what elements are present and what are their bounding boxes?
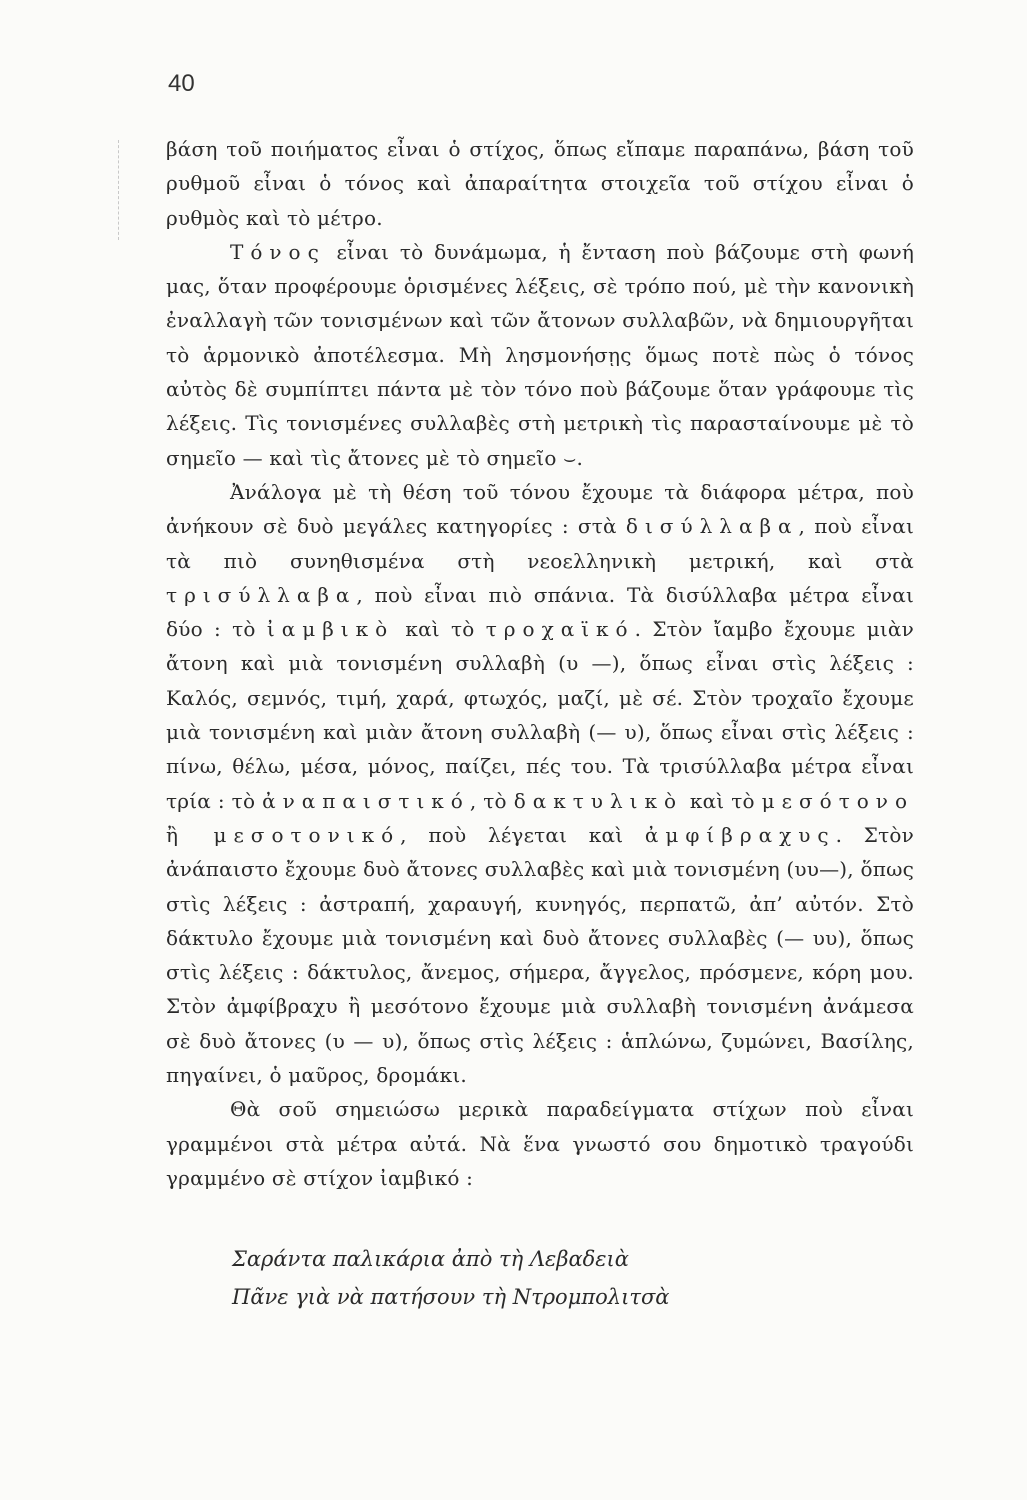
term-dactylic: δακτυλικὸ: [513, 788, 684, 813]
paragraph-2: [166, 235, 914, 475]
p3-text-f: , τὸ: [469, 788, 514, 813]
p3-text-e: . Στὸν ἴαμβο ἔχουμε μιὰν ἄτονη καὶ μιὰ τονισμένη συλλαβὴ (υ —), ὅπως εἶναι στὶς λέξεις : Καλός, σεμνός, τιμή, χαρά, φτωχός, μαζί, μὲ σέ. Στὸν τροχαῖο ἔχουμε μιὰ τονισμένη καὶ μιὰν ἄτονη συλλαβὴ (— υ), ὅπως εἶναι στὶς λέξεις : πίνω, θέλω, μέσα, μόνος, παίζει, πές του. Τὰ τρισύλλαβα μέτρα εἶναι τρία : τὸ: [166, 617, 914, 813]
scan-margin-mark: [118, 140, 120, 240]
term-tonos: Τόνος: [230, 239, 326, 264]
p3-text-c: , ποὺ εἶναι πιὸ σπάνια. Τὰ δισύλλαβα μέτρα εἶναι δύο : τὸ: [166, 582, 914, 642]
p3-text-h: , ποὺ λέγεται καὶ: [400, 822, 645, 847]
term-anapaestic: ἀναπαιστικό: [262, 788, 470, 813]
body-text: [166, 132, 914, 1195]
verse-line-1: Σαράντα παλικάρια ἀπὸ τὴ Λεβαδειὰ: [232, 1247, 629, 1271]
term-trisyllabic: τρισύλλαβα: [166, 582, 357, 607]
page-number: 40: [168, 70, 195, 97]
p3-text-b: , ποὺ εἶναι τὰ πιὸ συνηθισμένα στὴ νεοελληνικὴ μετρική, καὶ στὰ: [166, 514, 915, 573]
term-trochaic: τροχαϊκό: [485, 617, 635, 642]
paragraph-4: Θὰ σοῦ σημειώσω μερικὰ παραδείγματα στίχων ποὺ εἶναι γραμμένοι στὰ μέτρα αὐτά. Νὰ ἕνα γνωστό σου δημοτικὸ τραγούδι γραμμένο σὲ στίχον ἰαμβικό :: [166, 1097, 914, 1190]
term-amphibrach: ἀμφίβραχυς: [644, 822, 836, 847]
verse-line-2: Πᾶνε γιὰ νὰ πατήσουν τὴ Ντρομπολιτσὰ: [232, 1285, 670, 1309]
verse-example: [232, 1240, 669, 1316]
p3-text-d: καὶ τὸ: [394, 617, 486, 642]
paragraph-3: [166, 475, 914, 1092]
p3-text-g: καὶ τὸ: [683, 788, 762, 813]
term-disyllabic: δισύλλαβα: [625, 514, 799, 539]
term-mesotonic: μεσότονο ἢ μεσοτονικό: [166, 788, 914, 847]
p3-text-i: . Στὸν ἀνάπαιστο ἔχουμε δυὸ ἄτονες συλλαβὲς καὶ μιὰ τονισμένη (υυ—), ὅπως στὶς λέξεις : ἀστραπή, χαραυγή, κυνηγός, περπατῶ, ἀπ’ αὐτόν. Στὸ δάκτυλο ἔχουμε μιὰ τονισμένη καὶ δυὸ ἄτονες συλλαβὲς (— υυ), ὅπως στὶς λέξεις : δάκτυλος, ἄνεμος, σήμερα, ἄγγελος, πρόσμενε, κόρη μου. Στὸν ἀμφίβραχυ ἢ μεσότονο ἔχουμε μιὰ συλλαβὴ τονισμένη ἀνάμεσα σὲ δυὸ ἄτονες (υ — υ), ὅπως στὶς λέξεις : ἁπλώνω, ζυμώνει, Βασίλης, πηγαίνει, ὁ μαῦρος, δρομάκι.: [166, 822, 915, 1088]
paragraph-2-text: εἶναι τὸ δυνάμωμα, ἡ ἔνταση ποὺ βάζουμε στὴ φωνή μας, ὅταν προφέρουμε ὁρισμένες λέξεις, σὲ τρόπο πού, μὲ τὴν κανονικὴ ἐναλλαγὴ τῶν τονισμένων καὶ τῶν ἄτονων συλλαβῶν, νὰ δημιουργῆται τὸ ἁρμονικὸ ἀποτέλεσμα. Μὴ λησμονήσῃς ὅμως ποτὲ πὼς ὁ τόνος αὐτὸς δὲ συμπίπτει πάντα μὲ τὸν τόνο ποὺ βάζουμε ὅταν γράφουμε τὶς λέξεις. Τὶς τονισμένες συλλαβὲς στὴ μετρικὴ τὶς παρασταίνουμε μὲ τὸ σημεῖο — καὶ τὶς ἄτονες μὲ τὸ σημεῖο ⌣.: [166, 239, 914, 470]
term-iambic: ἰαμβικὸ: [266, 617, 395, 642]
p3-text-a: Ἀνάλογα μὲ τὴ θέση τοῦ τόνου ἔχουμε τὰ διάφορα μέτρα, ποὺ ἀνήκουν σὲ δυὸ μεγάλες κατηγορίες : στὰ: [166, 479, 914, 539]
paragraph-1: βάση τοῦ ποιήματος εἶναι ὁ στίχος, ὅπως εἴπαμε παραπάνω, βάση τοῦ ρυθμοῦ εἶναι ὁ τόνος καὶ ἀπαραίτητα στοιχεῖα τοῦ στίχου εἶναι ὁ ρυθμὸς καὶ τὸ μέτρο.: [166, 137, 914, 230]
